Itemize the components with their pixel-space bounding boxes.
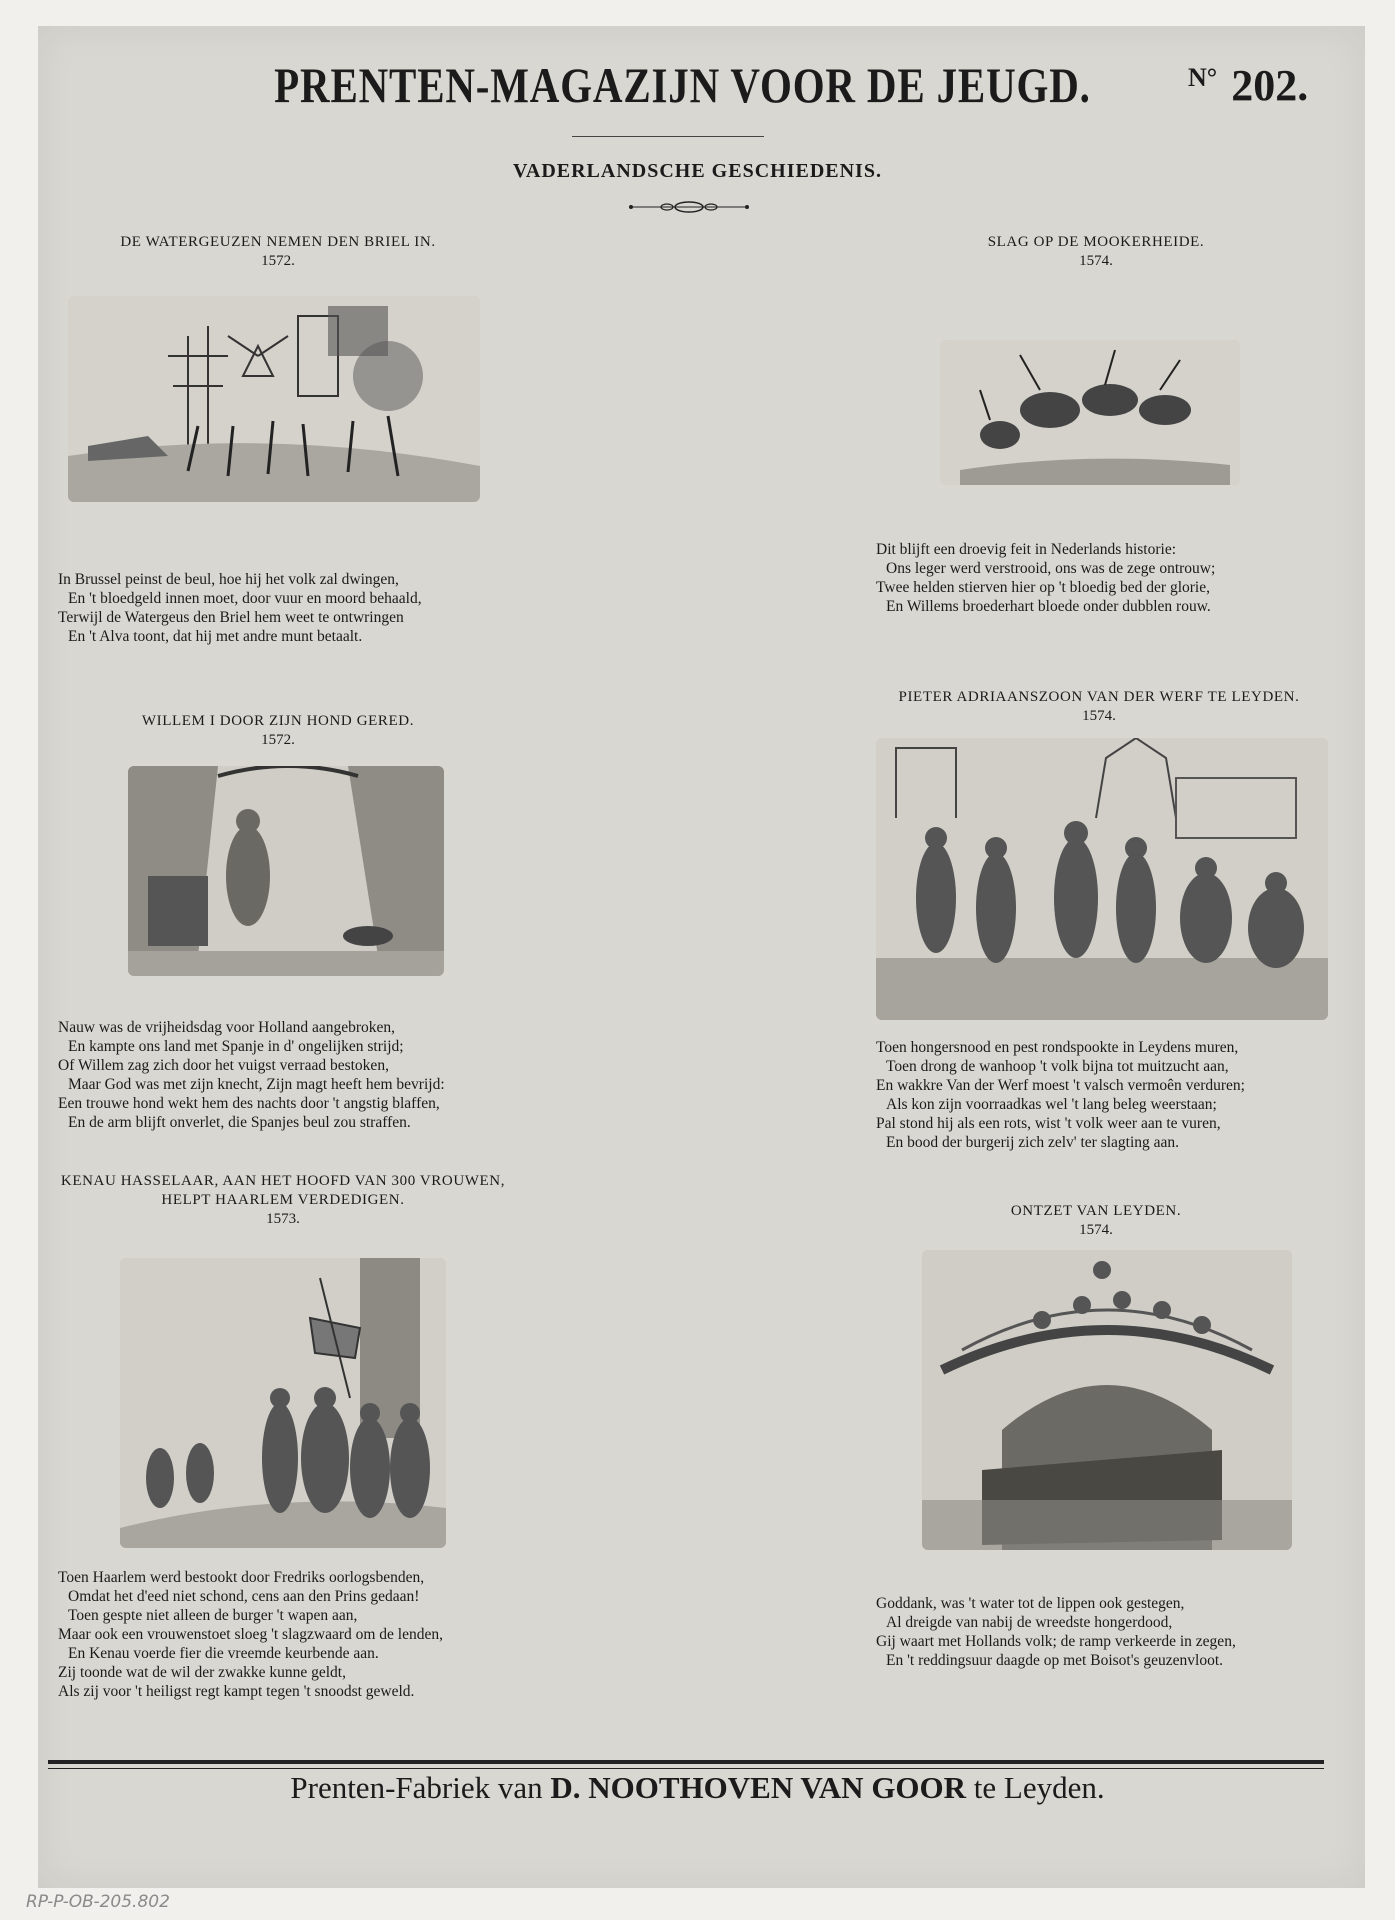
verse-line: Zij toonde wat de wil der zwakke kunne geldt, bbox=[58, 1664, 346, 1681]
verse-line: En Willems broederhart bloede onder dubblen rouw. bbox=[886, 598, 1211, 615]
section-year: 1574. bbox=[1082, 708, 1116, 724]
footer-rule-thin bbox=[48, 1768, 1324, 1769]
section-year: 1573. bbox=[266, 1211, 300, 1227]
verse-ontzet bbox=[876, 1594, 1236, 1670]
willem-hond-engraving bbox=[128, 766, 444, 976]
page-subtitle: VADERLANDSCHE GESCHIEDENIS. bbox=[513, 160, 882, 182]
verse-line: En Kenau voerde fier die vreemde keurbende aan. bbox=[68, 1645, 379, 1662]
verse-line: En kampte ons land met Spanje in d' ongelijken strijd; bbox=[68, 1038, 404, 1055]
inventory-number: RP-P-OB-205.802 bbox=[26, 1892, 170, 1912]
verse-line: Al dreigde van nabij de wreedste hongerdood, bbox=[886, 1614, 1173, 1631]
section-kenau bbox=[48, 1172, 518, 1229]
section-title: PIETER ADRIAANSZOON VAN DER WERF TE LEYDEN. bbox=[898, 689, 1300, 705]
verse-line: Gij waart met Hollands volk; de ramp verkeerde in zegen, bbox=[876, 1633, 1236, 1650]
section-title: KENAU HASSELAAR, AAN HET HOOFD VAN 300 VROUWEN, HELPT HAARLEM VERDEDIGEN. bbox=[60, 1173, 506, 1208]
verse-line: Toen Haarlem werd bestookt door Fredriks oorlogsbenden, bbox=[58, 1569, 425, 1586]
verse-line: Toen hongersnood en pest rondspookte in Leydens muren, bbox=[876, 1039, 1239, 1056]
section-title: DE WATERGEUZEN NEMEN DEN BRIEL IN. bbox=[120, 234, 436, 250]
verse-line: Nauw was de vrijheidsdag voor Holland aangebroken, bbox=[58, 1019, 396, 1036]
verse-line: Of Willem zag zich door het vuigst verraad bestoken, bbox=[58, 1057, 389, 1074]
kenau-engraving bbox=[120, 1258, 446, 1548]
number-value: 202. bbox=[1231, 61, 1309, 110]
number-prefix: N° bbox=[1188, 63, 1218, 92]
page-title: PRENTEN-MAGAZIJN VOOR DE JEUGD. bbox=[274, 57, 1091, 113]
verse-line: Toen drong de wanhoop 't volk bijna tot muitzucht aan, bbox=[886, 1058, 1229, 1075]
verse-line: Ons leger werd verstrooid, ons was de zege ontrouw; bbox=[886, 560, 1216, 577]
title-rule bbox=[572, 136, 764, 137]
ontzet-engraving bbox=[922, 1250, 1292, 1550]
mookerheide-engraving bbox=[940, 340, 1240, 485]
verse-line: Maar ook een vrouwenstoet sloeg 't slagzwaard om de lenden, bbox=[58, 1626, 444, 1643]
verse-line: En de arm blijft onverlet, die Spanjes beul zou straffen. bbox=[68, 1114, 411, 1131]
publisher-line bbox=[0, 1770, 1395, 1806]
verse-line: Goddank, was 't water tot de lippen ook gestegen, bbox=[876, 1595, 1185, 1612]
publisher-suffix: te Leyden. bbox=[966, 1770, 1105, 1805]
verse-line: En 't Alva toont, dat hij met andre munt betaalt. bbox=[68, 628, 363, 645]
verse-line: In Brussel peinst de beul, hoe hij het volk zal dwingen, bbox=[58, 571, 399, 588]
section-ontzet bbox=[896, 1202, 1296, 1240]
publisher-prefix: Prenten-Fabriek van bbox=[290, 1770, 551, 1805]
verse-line: En 't reddingsuur daagde op met Boisot's geuzenvloot. bbox=[886, 1652, 1224, 1669]
verse-van-der-werf bbox=[876, 1038, 1245, 1152]
verse-mookerheide bbox=[876, 540, 1215, 616]
verse-line: Twee helden stierven hier op 't bloedig bed der glorie, bbox=[876, 579, 1210, 596]
verse-line: Als kon zijn voorraadkas wel 't lang beleg weerstaan; bbox=[886, 1096, 1217, 1113]
section-watergeuzen bbox=[78, 233, 478, 271]
verse-line: Terwijl de Watergeus den Briel hem weet te ontwringen bbox=[58, 609, 404, 626]
issue-number bbox=[1188, 60, 1308, 111]
section-title: SLAG OP DE MOOKERHEIDE. bbox=[987, 234, 1205, 250]
verse-line: Dit blijft een droevig feit in Nederlands historie: bbox=[876, 541, 1177, 558]
section-title: WILLEM I DOOR ZIJN HOND GERED. bbox=[141, 713, 415, 729]
section-year: 1572. bbox=[261, 732, 295, 748]
section-year: 1572. bbox=[261, 253, 295, 269]
section-year: 1574. bbox=[1079, 253, 1113, 269]
verse-line: Als zij voor 't heiligst regt kampt tegen 't snoodst geweld. bbox=[58, 1683, 415, 1700]
verse-line: Omdat het d'eed niet schond, cens aan den Prins gedaan! bbox=[68, 1588, 420, 1605]
publisher-name: D. NOOTHOVEN VAN GOOR bbox=[550, 1770, 967, 1805]
section-willem-hond bbox=[78, 712, 478, 750]
verse-line: En wakkre Van der Werf moest 't valsch vermoên verduren; bbox=[876, 1077, 1245, 1094]
watergeuzen-engraving bbox=[68, 296, 480, 502]
section-mookerheide bbox=[896, 233, 1296, 271]
verse-line: En 't bloedgeld innen moet, door vuur en moord behaald, bbox=[68, 590, 422, 607]
verse-kenau bbox=[58, 1568, 443, 1701]
van-der-werf-engraving bbox=[876, 738, 1328, 1020]
verse-line: Toen gespte niet alleen de burger 't wapen aan, bbox=[68, 1607, 358, 1624]
section-year: 1574. bbox=[1079, 1222, 1113, 1238]
verse-willem-hond bbox=[58, 1018, 445, 1132]
section-title: ONTZET VAN LEYDEN. bbox=[1010, 1203, 1182, 1219]
verse-line: Pal stond hij als een rots, wist 't volk weer aan te vuren, bbox=[876, 1115, 1221, 1132]
ornament-divider bbox=[627, 200, 751, 214]
verse-watergeuzen bbox=[58, 570, 422, 646]
footer-rule bbox=[48, 1760, 1324, 1764]
section-van-der-werf bbox=[874, 688, 1324, 726]
verse-line: En bood der burgerij zich zelv' ter slagting aan. bbox=[886, 1134, 1180, 1151]
verse-line: Een trouwe hond wekt hem des nachts door 't angstig blaffen, bbox=[58, 1095, 440, 1112]
verse-line: Maar God was met zijn knecht, Zijn magt heeft hem bevrijd: bbox=[68, 1076, 445, 1093]
